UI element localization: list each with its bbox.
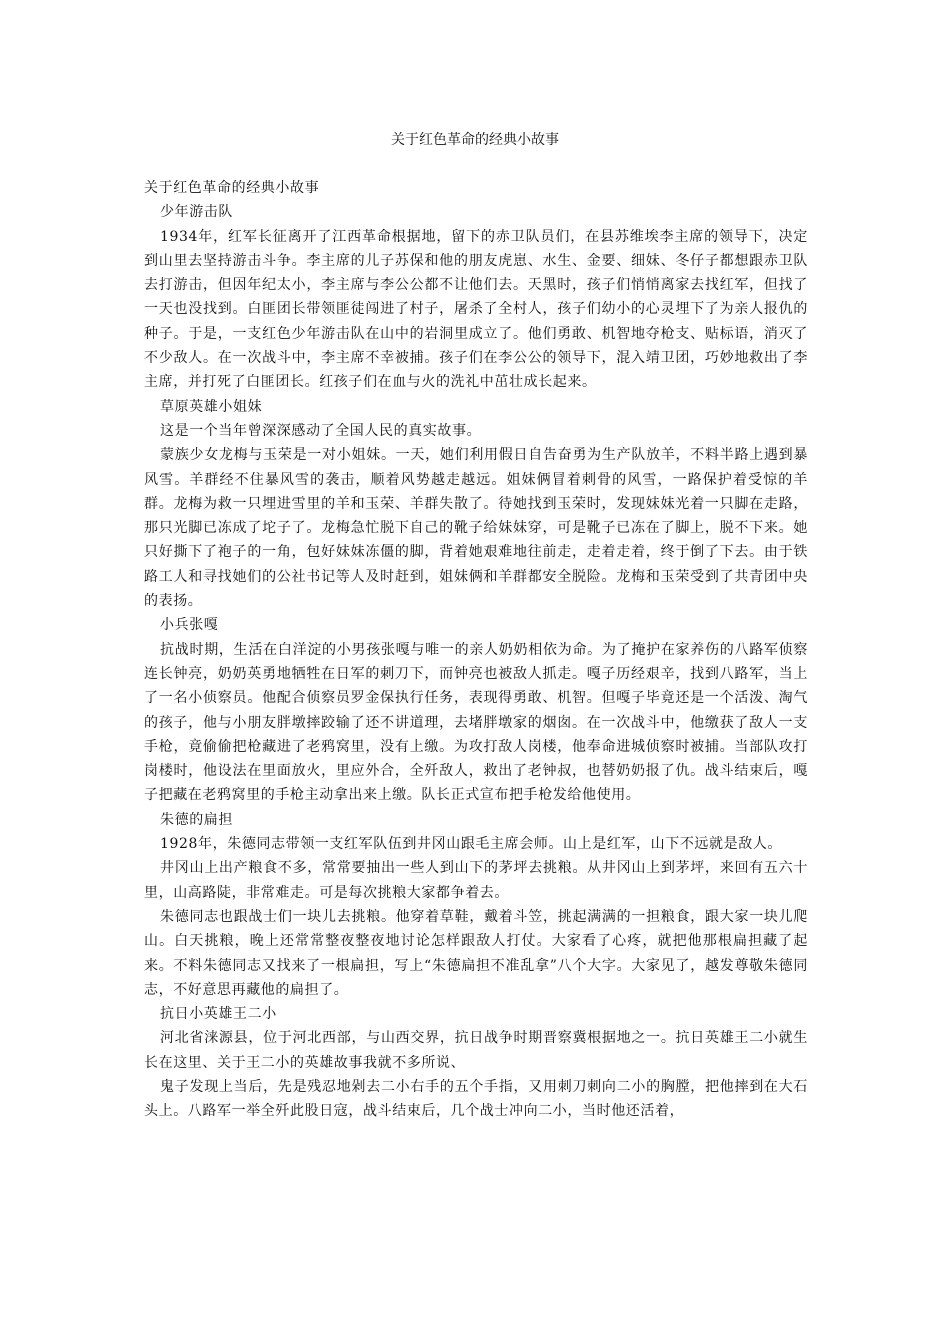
paragraph: 鬼子发现上当后，先是残忍地剁去二小右手的五个手指，又用刺刀刺向二小的胸膛，把他摔到在大石头上。八路军一举全歼此股日寇，战斗结束后，几个战士冲向二小，当时他还活着， bbox=[144, 1078, 808, 1120]
paragraph: 少年游击队 bbox=[160, 204, 233, 221]
page-title: 关于红色革命的经典小故事 bbox=[391, 132, 559, 148]
paragraph: 1928年，朱德同志带领一支红军队伍到井冈山跟毛主席会师。山上是红军，山下不远就是敌人。 bbox=[160, 836, 783, 853]
paragraph: 抗日小英雄王二小 bbox=[160, 1006, 277, 1023]
paragraph: 蒙族少女龙梅与玉荣是一对小姐妹。一天，她们利用假日自告奋勇为生产队放羊，不料半路上遇到暴风雪。羊群经不住暴风雪的袭击，顺着风势越走越远。姐妹俩冒着刺骨的风雪，一路保护着受惊的羊群。龙梅为救一只埋进雪里的羊和玉荣、羊群失散了。待她找到玉荣时，发现妹妹光着一只脚在走路，那只光脚已冻成了坨子了。龙梅急忙脱下自己的靴子给妹妹穿，可是靴子已冻在了脚上，脱不下来。她只好撕下了袍子的一角，包好妹妹冻僵的脚，背着她艰难地往前走，走着走着，终于倒了下去。由于铁路工人和寻找她们的公社书记等人及时赶到，姐妹俩和羊群都安全脱险。龙梅和玉荣受到了共青团中央的表扬。 bbox=[144, 447, 808, 610]
paragraph: 1934年，红军长征离开了江西革命根据地，留下的赤卫队员们，在县苏维埃李主席的领导下，决定到山里去坚持游击斗争。李主席的儿子苏保和他的朋友虎崽、水生、金要、细妹、冬仔子都想跟赤卫队去打游击，但因年纪太小，李主席与李公公都不让他们去。天黑时，孩子们悄悄离家去找红军，但找了一天也没找到。白匪团长带领匪徒闯进了村子，屠杀了全村人，孩子们幼小的心灵埋下了为亲人报仇的种子。于是，一支红色少年游击队在山中的岩洞里成立了。他们勇敢、机智地夺枪支、贴标语，消灭了不少敌人。在一次战斗中，李主席不幸被捕。孩子们在李公公的领导下，混入靖卫团，巧妙地救出了李主席，并打死了白匪团长。红孩子们在血与火的洗礼中茁壮成长起来。 bbox=[144, 228, 808, 391]
paragraph: 河北省涞源县，位于河北西部，与山西交界，抗日战争时期晋察冀根据地之一。抗日英雄王二小就生长在这里、关于王二小的英雄故事我就不多所说、 bbox=[144, 1030, 808, 1071]
paragraph: 朱德同志也跟战士们一块儿去挑粮。他穿着草鞋，戴着斗笠，挑起满满的一担粮食，跟大家一块儿爬山。白天挑粮，晚上还常常整夜整夜地讨论怎样跟敌人打仗。大家看了心疼，就把他那根扁担藏了起来。不料朱德同志又找来了一根扁担，写上“朱德扁担不准乱拿”八个大字。大家见了，越发尊敬朱德同志，不好意思再藏他的扁担了。 bbox=[144, 908, 808, 998]
paragraph: 井冈山上出产粮食不多，常常要抽出一些人到山下的茅坪去挑粮。从井冈山上到茅坪，来回有五六十里，山高路陡，非常难走。可是每次挑粮大家都争着去。 bbox=[144, 860, 808, 901]
paragraph: 抗战时期，生活在白洋淀的小男孩张嘎与唯一的亲人奶奶相依为命。为了掩护在家养伤的八路军侦察连长钟亮，奶奶英勇地牺牲在日军的刺刀下，而钟亮也被敌人抓走。嘎子历经艰辛，找到八路军，当上了一名小侦察员。他配合侦察员罗金保执行任务，表现得勇敢、机智。但嘎子毕竟还是一个活泼、淘气的孩子，他与小朋友胖墩摔跤输了还不讲道理，去堵胖墩家的烟囱。在一次战斗中，他缴获了敌人一支手枪，竟偷偷把枪藏进了老鸦窝里，没有上缴。为攻打敌人岗楼，他奉命进城侦察时被捕。当部队攻打岗楼时，他设法在里面放火，里应外合，全歼敌人，救出了老钟叔，也替奶奶报了仇。战斗结束后，嘎子把藏在老鸦窝里的手枪主动拿出来上缴。队长正式宣布把手枪发给他使用。 bbox=[144, 641, 808, 804]
paragraph: 朱德的扁担 bbox=[160, 811, 233, 828]
paragraph: 关于红色革命的经典小故事 bbox=[144, 180, 320, 196]
paragraph: 这是一个当年曾深深感动了全国人民的真实故事。 bbox=[160, 422, 482, 439]
document-body bbox=[144, 176, 808, 1124]
paragraph: 草原英雄小姐妹 bbox=[160, 398, 263, 415]
paragraph: 小兵张嘎 bbox=[160, 617, 219, 634]
